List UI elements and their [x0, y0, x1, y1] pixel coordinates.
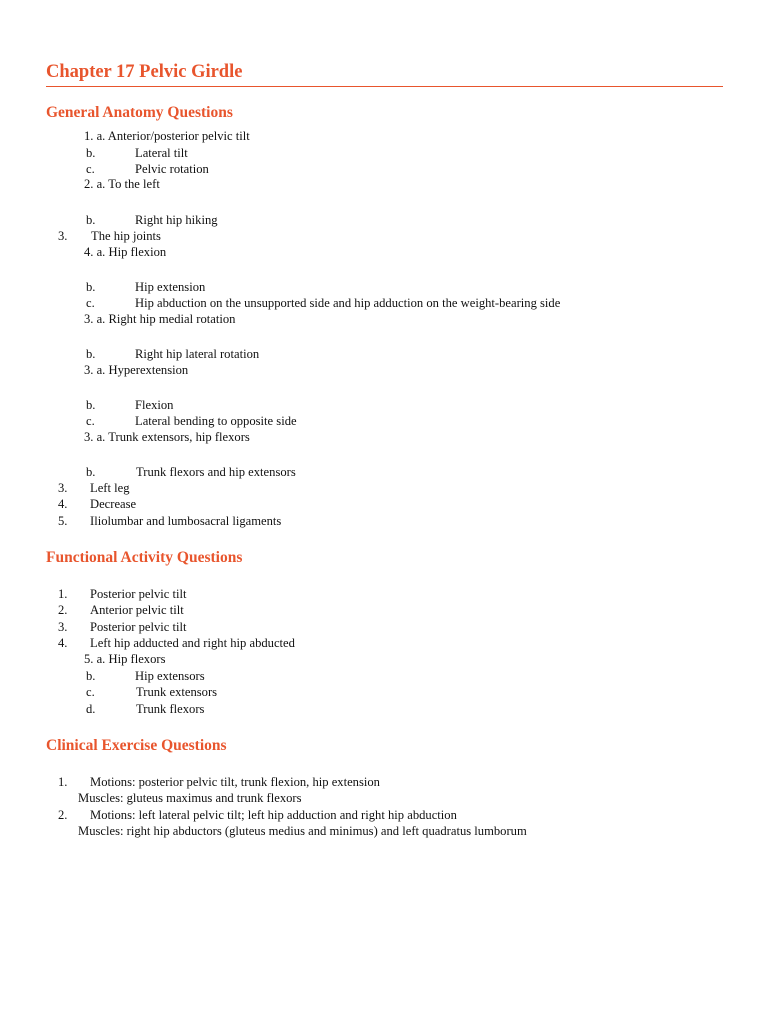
list-item-marker: b. — [86, 347, 96, 361]
section-heading-functional-activity: Functional Activity Questions — [46, 549, 243, 566]
list-item-marker: 4. — [58, 497, 68, 511]
list-item-marker: c. — [86, 162, 95, 176]
list-item-text: Flexion — [135, 398, 174, 412]
list-item-text: Decrease — [90, 497, 137, 511]
list-item-text: Lateral tilt — [135, 146, 188, 160]
list-item-text: Left leg — [90, 481, 130, 495]
section-heading-clinical-exercise: Clinical Exercise Questions — [46, 737, 227, 754]
list-item-marker: b. — [86, 669, 96, 683]
list-item-text: Posterior pelvic tilt — [90, 620, 187, 634]
list-item-text: Posterior pelvic tilt — [90, 587, 187, 601]
list-item-marker: b. — [86, 146, 96, 160]
list-item-marker: 2. — [58, 603, 68, 617]
list-item-marker: 4. — [58, 636, 68, 650]
list-item-text: 3. a. Trunk extensors, hip flexors — [84, 430, 250, 444]
list-item-marker: c. — [86, 685, 95, 699]
list-item-text: Muscles: gluteus maximus and trunk flexors — [78, 791, 302, 805]
section-heading-general-anatomy: General Anatomy Questions — [46, 104, 233, 121]
list-item-text: Motions: left lateral pelvic tilt; left hip adduction and right hip abduction — [90, 808, 457, 822]
list-item-marker: 1. — [58, 775, 68, 789]
list-item-text: 5. a. Hip flexors — [84, 652, 166, 666]
list-item-text: Lateral bending to opposite side — [135, 414, 297, 428]
list-item-text: 1. a. Anterior/posterior pelvic tilt — [84, 129, 250, 143]
list-item-marker: 3. — [58, 229, 68, 243]
list-item-text: Motions: posterior pelvic tilt, trunk flexion, hip extension — [90, 775, 380, 789]
list-item-text: Hip extension — [135, 280, 206, 294]
list-item-marker: c. — [86, 296, 95, 310]
list-item-text: Right hip hiking — [135, 213, 218, 227]
list-item-marker: d. — [86, 702, 96, 716]
chapter-title: Chapter 17 Pelvic Girdle — [46, 62, 243, 82]
title-divider — [46, 86, 723, 87]
list-item-marker: 3. — [58, 481, 68, 495]
list-item-text: 4. a. Hip flexion — [84, 245, 167, 259]
list-item-text: Iliolumbar and lumbosacral ligaments — [90, 514, 282, 528]
list-item-text: Trunk flexors and hip extensors — [136, 465, 296, 479]
list-item-marker: c. — [86, 414, 95, 428]
list-item-marker: 1. — [58, 587, 68, 601]
list-item-text: The hip joints — [91, 229, 161, 243]
list-item-text: 2. a. To the left — [84, 177, 160, 191]
list-item-text: Pelvic rotation — [135, 162, 209, 176]
list-item-text: 3. a. Hyperextension — [84, 363, 189, 377]
list-item-marker: 2. — [58, 808, 68, 822]
list-item-marker: b. — [86, 398, 96, 412]
list-item-marker: 3. — [58, 620, 68, 634]
list-item-text: Hip abduction on the unsupported side and hip adduction on the weight-bearing side — [135, 296, 561, 310]
list-item-marker: b. — [86, 280, 96, 294]
list-item-text: Trunk extensors — [136, 685, 218, 699]
list-item-text: Hip extensors — [135, 669, 205, 683]
list-item-text: Trunk flexors — [136, 702, 205, 716]
list-item-marker: b. — [86, 465, 96, 479]
list-item-text: Anterior pelvic tilt — [90, 603, 184, 617]
list-item-text: 3. a. Right hip medial rotation — [84, 312, 236, 326]
list-item-text: Muscles: right hip abductors (gluteus medius and minimus) and left quadratus lumborum — [78, 824, 527, 838]
list-item-text: Right hip lateral rotation — [135, 347, 260, 361]
list-item-marker: 5. — [58, 514, 68, 528]
list-item-text: Left hip adducted and right hip abducted — [90, 636, 295, 650]
list-item-marker: b. — [86, 213, 96, 227]
